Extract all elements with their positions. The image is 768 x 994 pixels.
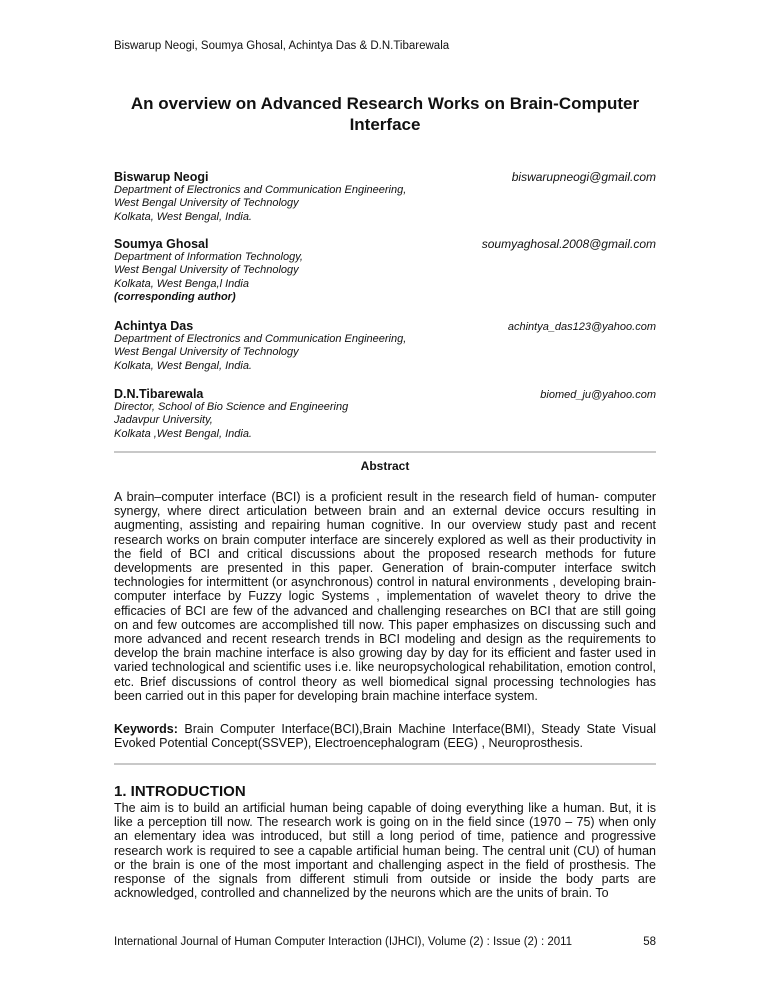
- author-block: [114, 170, 656, 224]
- title-line-2: Interface: [349, 115, 421, 134]
- affiliation-line: Department of Information Technology,: [114, 251, 303, 263]
- paper-title: [100, 93, 670, 135]
- affiliation-line: West Bengal University of Technology: [114, 264, 299, 277]
- affiliation-line: Kolkata, West Benga,l India: [114, 277, 249, 290]
- abstract-heading: Abstract: [360, 459, 410, 473]
- running-head: Biswarup Neogi, Soumya Ghosal, Achintya Das & D.N.Tibarewala: [114, 40, 450, 52]
- page-number: 58: [643, 936, 656, 948]
- affiliation-line: Kolkata, West Bengal, India.: [114, 210, 252, 223]
- author-block: [114, 387, 656, 441]
- keywords-label: Keywords:: [114, 722, 178, 736]
- affiliation-line: Kolkata, West Bengal, India.: [114, 359, 252, 372]
- title-line-1: An overview on Advanced Research Works on Brain-Computer: [130, 94, 640, 113]
- author-email[interactable]: achintya_das123@yahoo.com: [507, 321, 656, 333]
- intro-text: The aim is to build an artificial human being capable of doing everything like a human. But, it is like a perception till now. The research work is going on in the field since (1970 – 75) when only an elementary idea was introduced, but still a long period of time, patience and progressive research work is required to see a capable artificial human being. The central unit (CU) of human or the brain is one of the most important and challenging aspect in the field of prosthesis. The response of the signals from different stimuli from outside or inside the body parts are acknowledged, controlled and channelized by the neurons which are the units of brain. To: [114, 801, 656, 901]
- section-heading: 1. INTRODUCTION: [114, 783, 246, 800]
- divider: [114, 451, 656, 453]
- author-name: Achintya Das: [114, 319, 194, 333]
- author-name: D.N.Tibarewala: [114, 387, 204, 401]
- affiliation-line: Jadavpur University,: [114, 414, 213, 427]
- author-block: [114, 237, 656, 305]
- affiliation-line: West Bengal University of Technology: [114, 197, 299, 210]
- abstract-text: A brain–computer interface (BCI) is a proficient result in the research field of human- computer synergy, where direct articulation between brain and an external device occurs resulting in augmenting, assisting and repairing human cognitive. In our overview study past and recent research works on brain computer interface are sincerely explored as well as their productivity in the field of BCI and critical discussions about the proposed research methods for future developments are presented in this paper. Generation of brain-computer interface switch technologies for intermittent (or asynchronous) control in natural environments , developing brain-computer interface by Fuzzy logic Systems , implementation of wavelet theory to drive the efficacies of BCI are few of the advanced and challenging researches on BCI that are still going on and few outcomes are accomplished till now. This paper emphasizes on discussing such and more advanced and recent research trends in BCI modeling and design as the requirements to develop the brain machine interface is also growing day by day for its efficient and faster used in varied technological and scientific uses i.e. like neuropsychological rehabilitation, emotion control, etc. Brief discussions of control theory as well biomedical signal processing technologies has been carried out in this paper for developing brain machine interface system.: [114, 490, 656, 703]
- author-email[interactable]: biomed_ju@yahoo.com: [540, 389, 656, 401]
- page-footer: [114, 936, 656, 948]
- keywords: [114, 722, 656, 750]
- affiliation-line: Department of Electronics and Communication Engineering,: [114, 333, 407, 345]
- affiliation-line: West Bengal University of Technology: [114, 346, 299, 359]
- keywords-text: Brain Computer Interface(BCI),Brain Machine Interface(BMI), Steady State Visual Evoked Potential Concept(SSVEP), Electroencephalogram (EEG) , Neuroprosthesis.: [114, 722, 656, 751]
- affiliation-line: Department of Electronics and Communication Engineering,: [114, 184, 407, 196]
- affiliation-line: Director, School of Bio Science and Engineering: [114, 401, 349, 413]
- corresponding-author-note: (corresponding author): [114, 291, 236, 304]
- affiliation-line: Kolkata ,West Bengal, India.: [114, 427, 252, 440]
- divider: [114, 763, 656, 765]
- author-name: Soumya Ghosal: [114, 237, 209, 251]
- author-block: [114, 319, 656, 373]
- author-name: Biswarup Neogi: [114, 170, 209, 184]
- author-email[interactable]: biswarupneogi@gmail.com: [511, 170, 656, 184]
- author-email[interactable]: soumyaghosal.2008@gmail.com: [481, 237, 656, 251]
- footer-journal: International Journal of Human Computer Interaction (IJHCI), Volume (2) : Issue (2) : 2011: [114, 936, 573, 948]
